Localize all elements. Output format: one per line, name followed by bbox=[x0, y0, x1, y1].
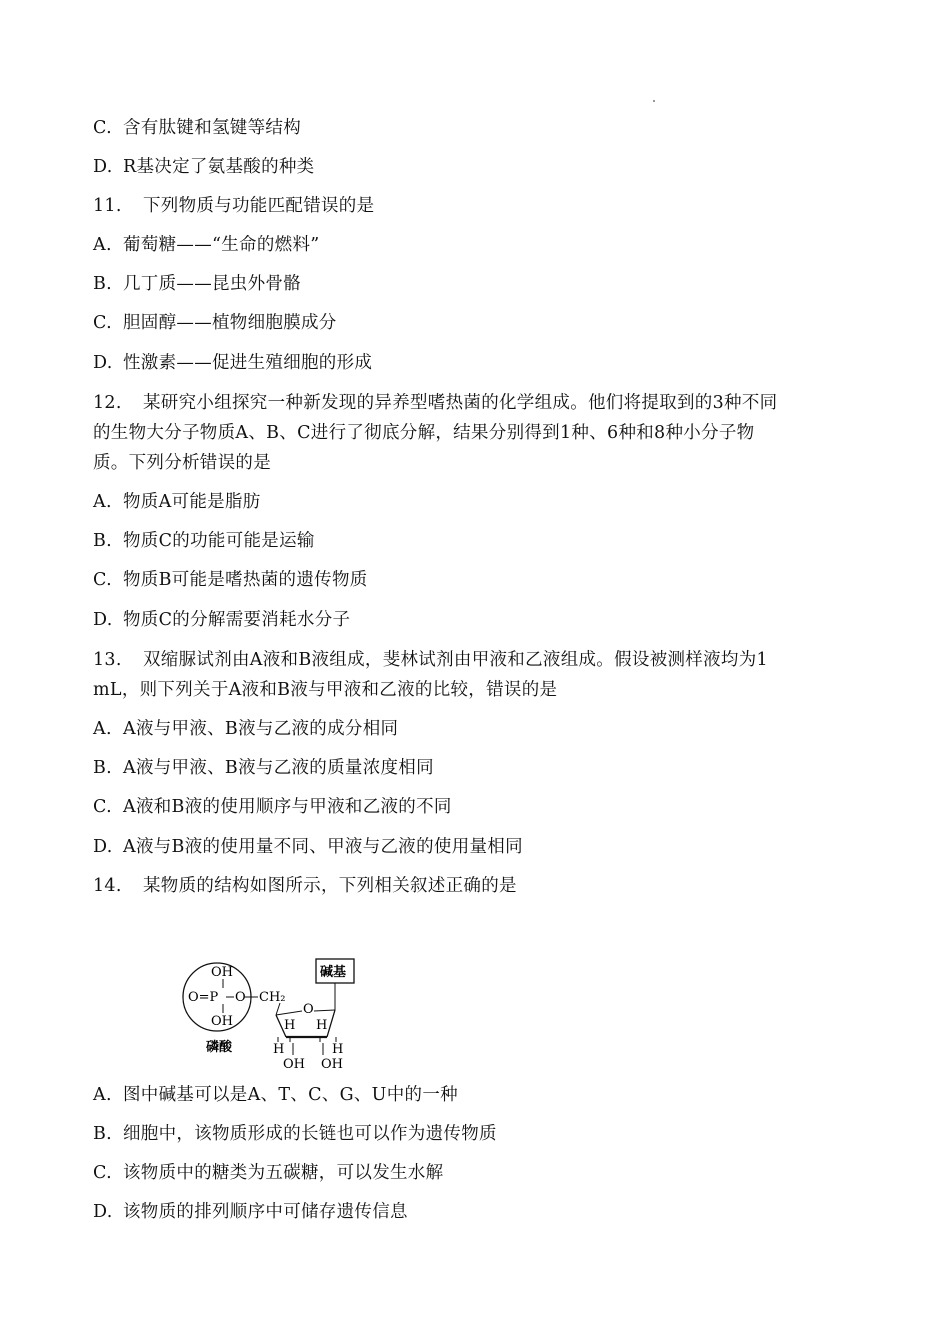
oh2-label: OH bbox=[321, 1057, 343, 1072]
q14-option-a: A. 图中碱基可以是A、T、C、G、U中的一种 bbox=[93, 1085, 458, 1105]
ring-o-label: O bbox=[303, 1002, 314, 1017]
q12-stem-line2: 的生物大分子物质A、B、C进行了彻底分解，结果分别得到1种、6种和8种小分子物 bbox=[93, 423, 755, 443]
q14-option-d: D. 该物质的排列顺序中可储存遗传信息 bbox=[93, 1202, 408, 1222]
q12-option-b: B. 物质C的功能可能是运输 bbox=[93, 531, 315, 551]
q12-option-a: A. 物质A可能是脂肪 bbox=[93, 492, 261, 512]
phosphate-label: 磷酸 bbox=[206, 1040, 233, 1055]
q13-option-b: B. A液与甲液、B液与乙液的质量浓度相同 bbox=[93, 758, 434, 778]
q10-option-c: C. 含有肽键和氢键等结构 bbox=[93, 118, 301, 138]
nucleotide-structure-diagram bbox=[180, 955, 360, 1075]
q13-option-d: D. A液与B液的使用量不同、甲液与乙液的使用量相同 bbox=[93, 837, 523, 857]
q11-option-d: D. 性激素——促进生殖细胞的形成 bbox=[93, 353, 373, 373]
q10-option-d: D. R基决定了氨基酸的种类 bbox=[93, 157, 315, 177]
q14-option-b: B. 细胞中，该物质形成的长链也可以作为遗传物质 bbox=[93, 1124, 497, 1144]
phosphate-o-bridge: O bbox=[235, 990, 246, 1005]
h-label-4: H bbox=[332, 1042, 344, 1057]
base-label: 碱基 bbox=[320, 965, 347, 980]
oh3-label: OH bbox=[283, 1057, 305, 1072]
q12-option-d: D. 物质C的分解需要消耗水分子 bbox=[93, 610, 351, 630]
h-label-2: H bbox=[316, 1018, 328, 1033]
phosphate-oh-top: OH bbox=[211, 965, 233, 980]
q14-stem: 14. 某物质的结构如图所示，下列相关叙述正确的是 bbox=[93, 876, 517, 896]
q12-stem-line1: 12. 某研究小组探究一种新发现的异养型嗜热菌的化学组成。他们将提取到的3种不同 bbox=[93, 393, 778, 413]
h-label-3: H bbox=[273, 1042, 285, 1057]
q11-option-b: B. 几丁质——昆虫外骨骼 bbox=[93, 274, 301, 294]
q12-option-c: C. 物质B可能是嗜热菌的遗传物质 bbox=[93, 570, 368, 590]
q13-stem-line1: 13. 双缩脲试剂由A液和B液组成，斐林试剂由甲液和乙液组成。假设被测样液均为1 bbox=[93, 650, 768, 670]
q13-option-a: A. A液与甲液、B液与乙液的成分相同 bbox=[93, 719, 399, 739]
ch2-label: CH₂ bbox=[259, 990, 286, 1005]
phosphate-o-p: O=P bbox=[188, 990, 219, 1005]
q11-option-a: A. 葡萄糖——“生命的燃料” bbox=[93, 235, 320, 255]
q14-option-c: C. 该物质中的糖类为五碳糖，可以发生水解 bbox=[93, 1163, 444, 1183]
q12-stem-line3: 质。下列分析错误的是 bbox=[93, 453, 271, 473]
q13-option-c: C. A液和B液的使用顺序与甲液和乙液的不同 bbox=[93, 797, 452, 817]
q11-option-c: C. 胆固醇——植物细胞膜成分 bbox=[93, 313, 337, 333]
q11-stem: 11. 下列物质与功能匹配错误的是 bbox=[93, 196, 375, 216]
h-label-1: H bbox=[284, 1018, 296, 1033]
phosphate-oh-bottom: OH bbox=[211, 1014, 233, 1029]
scan-dot bbox=[653, 100, 655, 102]
q13-stem-line2: mL，则下列关于A液和B液与甲液和乙液的比较，错误的是 bbox=[93, 680, 558, 700]
